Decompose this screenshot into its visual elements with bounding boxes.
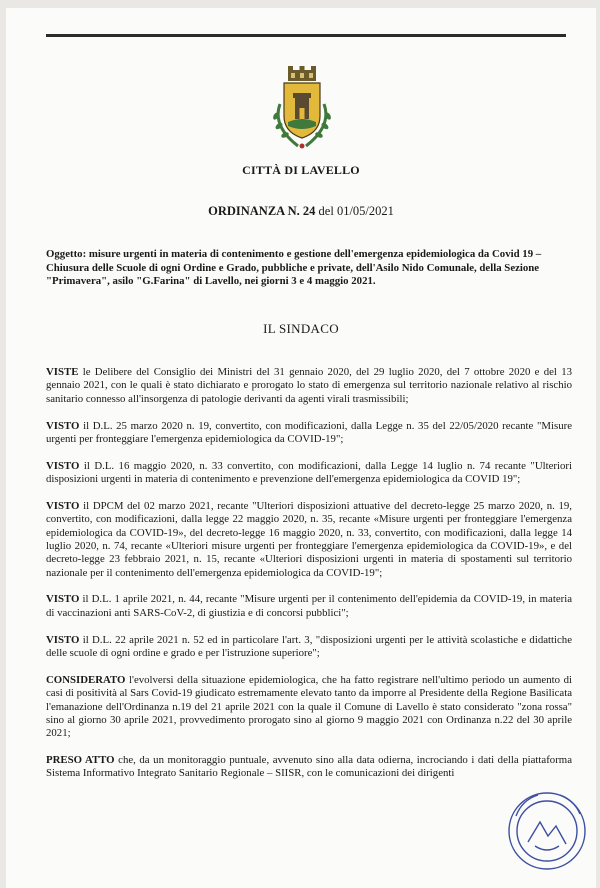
paragraph <box>46 500 572 580</box>
ordinance-date: del 01/05/2021 <box>318 204 394 218</box>
municipal-coat-of-arms-icon <box>262 64 342 154</box>
section-title: IL SINDACO <box>263 321 339 336</box>
paragraph-keyword: CONSIDERATO <box>46 673 126 686</box>
city-name: CITTÀ DI LAVELLO <box>242 163 360 177</box>
paragraph <box>46 634 572 661</box>
paragraph <box>46 366 572 406</box>
paragraph-text: il D.L. 22 aprile 2021 n. 52 ed in particolare l'art. 3, "disposizioni urgenti per le attività scolastiche e didattiche delle scuole di ogni ordine e grado e per l'istruzione superiore"; <box>46 633 572 659</box>
paragraph-text: il D.L. 16 maggio 2020, n. 33 convertito, con modificazioni, dalla Legge 14 luglio n. 74 recante "Ulteriori disposizioni urgenti in materia di contenimento e prevenzione dell'emergenza epidemiologica da COVID 19"; <box>46 459 572 486</box>
document-page <box>6 8 596 888</box>
paragraph-text: che, da un monitoraggio puntuale, avvenuto sino alla data odierna, incrociando i dati della piattaforma Sistema Informativo Integrato Sanitario Regionale – SIISR, con le comunicazioni dei dirigenti <box>46 754 572 780</box>
paragraph-text: il D.L. 1 aprile 2021, n. 44, recante "Misure urgenti per il contenimento dell'epidemia da COVID-19, in materia di vaccinazioni anti SARS-CoV-2, di giustizia e di concorsi pubblici"; <box>46 593 572 619</box>
paragraph <box>46 754 572 781</box>
paragraph-keyword: VISTO <box>46 633 80 646</box>
ordinance-number: ORDINANZA N. 24 <box>208 204 316 218</box>
paragraph-text: le Delibere del Consiglio dei Ministri del 31 gennaio 2020, del 29 luglio 2020, del 7 ottobre 2020 e del 13 gennaio 2021, con le quali è stato dichiarato e prorogato lo stato di emergenza sul territorio nazionale relativo al rischio sanitario connesso all'insorgenza di patologie derivanti da agenti virali trasmissibili; <box>46 366 572 405</box>
paragraph <box>46 460 572 487</box>
subject-label: Oggetto: <box>46 248 87 260</box>
paragraph-keyword: PRESO ATTO <box>46 754 115 767</box>
top-rule <box>46 34 566 37</box>
paragraph-text: il D.L. 25 marzo 2020 n. 19, convertito, con modificazioni, dalla Legge n. 35 del 22/05/2020 recante "Misure urgenti per fronteggiare l'emergenza epidemiologica da COVID-19"; <box>46 419 572 445</box>
paragraph-keyword: VISTE <box>46 366 79 378</box>
paragraph <box>46 420 572 447</box>
subject-block <box>46 248 571 289</box>
official-stamp-icon <box>502 786 592 876</box>
paragraph-keyword: VISTO <box>46 593 80 606</box>
subject-text: misure urgenti in materia di contenimento e gestione dell'emergenza epidemiologica da Covid 19 – Chiusura delle Scuole di ogni Ordine e Grado, pubbliche e private, dell'Asilo Nido Comunale, della Sezione "Primavera", asilo "G.Farina" di Lavello, nei giorni 3 e 4 maggio 2021. <box>46 248 542 287</box>
paragraph-keyword: VISTO <box>46 499 80 512</box>
paragraph-keyword: VISTO <box>46 419 80 432</box>
paragraph-text: l'evolversi della situazione epidemiologica, che ha fatto registrare nell'ultimo periodo un aumento di casi di positività al Sars Covid-19 giudicato estremamente elevato tanto da imporre al Presidente della Regione Basilicata l'emanazione dell'Ordinanza n.19 del 21 aprile 2021 con la quale il Comune di Lavello è stato considerato "zona rossa" sino al giorno 30 aprile 2021, provvedimento prorogato sino al giorno 9 maggio 2021 con Ordinanza n.22 del 30 aprile 2021; <box>46 673 572 740</box>
ordinance-heading <box>6 204 596 219</box>
paragraph <box>46 593 572 620</box>
paragraph-keyword: VISTO <box>46 459 80 472</box>
paragraph-text: il DPCM del 02 marzo 2021, recante "Ulteriori disposizioni attuative del decreto-legge 25 marzo 2020, n. 19, convertito, con modificazioni, dalla legge 22 maggio 2020, n. 35, recante «Misure urgenti per fronteggiare l'emergenza epidemiologica da COVID-19», del decreto-legge 16 maggio 2020, n. 33, convertito, con modificazioni, dalla legge 14 luglio 2020, n. 74, recante «Ulteriori misure urgenti per fronteggiare l'emergenza epidemiologica da COVID-19», e del decreto-legge 23 febbraio 2021, n. 15, recante «Ulteriori disposizioni urgenti in materia di spostamenti sul territorio nazionale per il contenimento dell'emergenza epidemiologica da COVID-19"; <box>46 499 572 579</box>
document-body <box>46 366 572 794</box>
paragraph <box>46 674 572 741</box>
